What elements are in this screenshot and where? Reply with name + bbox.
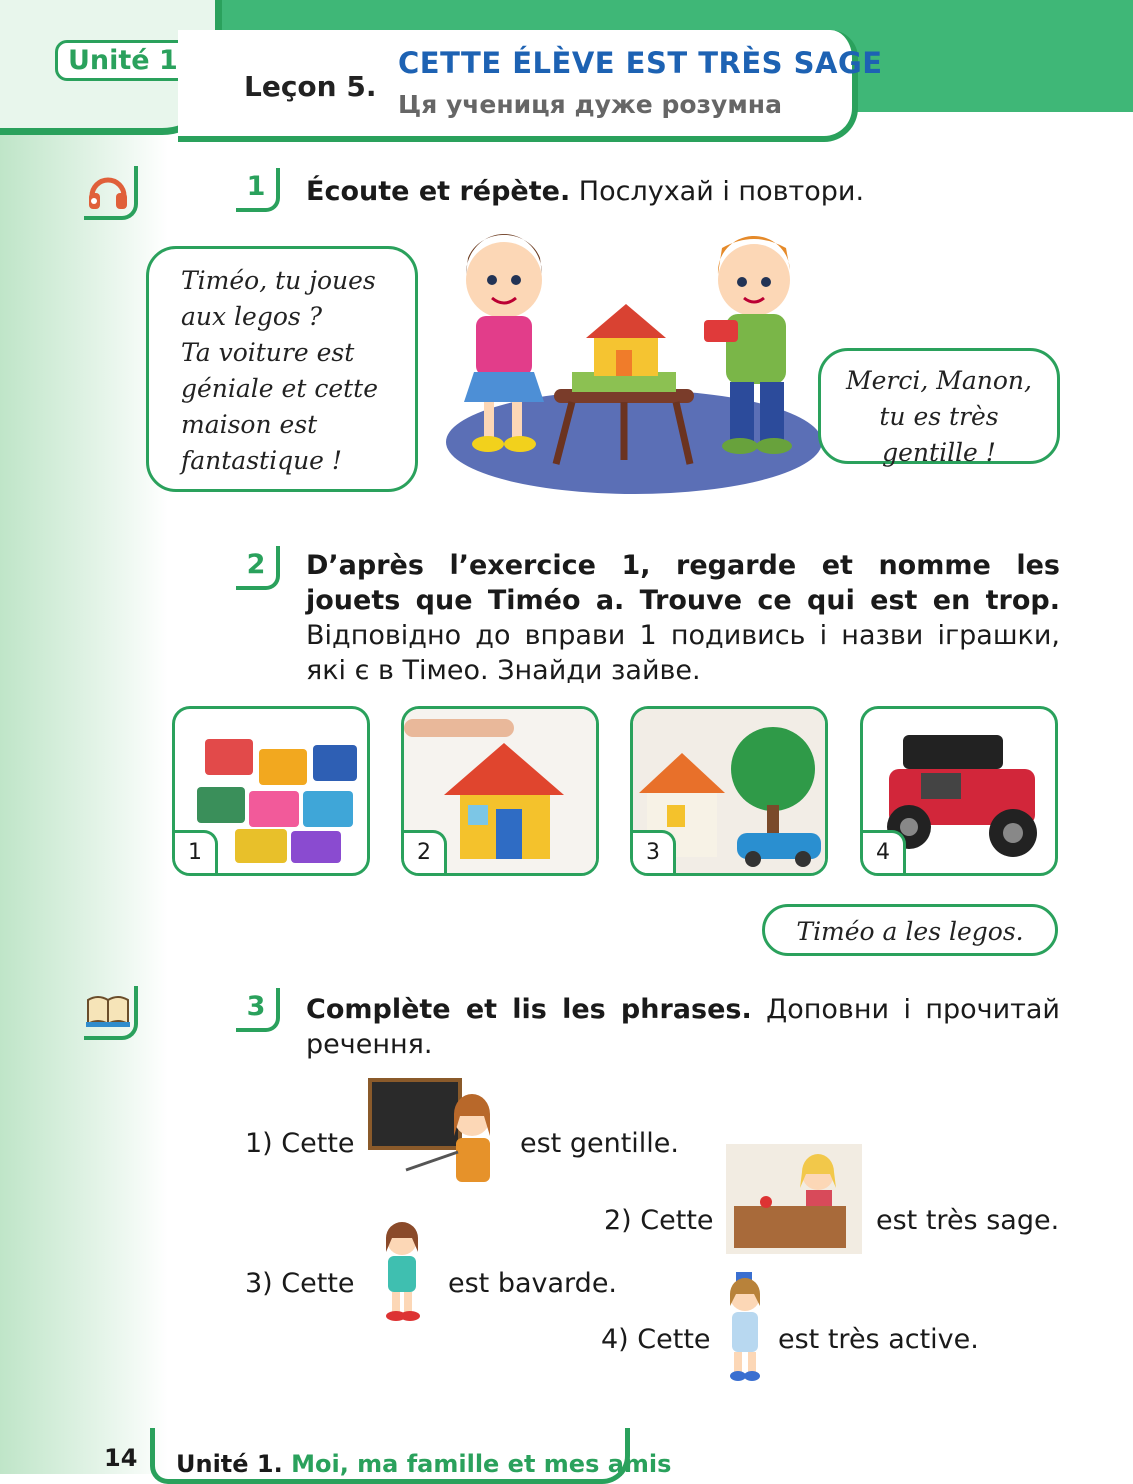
card-number: 4 [863,830,906,873]
card-number: 2 [404,830,447,873]
sentence-3-end: est bavarde. [448,1268,618,1299]
bubble-line: géniale et cette [181,374,379,403]
exercise-2-instruction-fr: D’après l’exercice 1, regarde et nomme les jouets que Timéo a. Trouve ce qui est en trop. [306,550,1060,616]
toy-card-2 [401,706,599,876]
bubble-line: maison est [181,410,318,439]
headphones-icon [84,166,132,214]
sentence-1-start: 1) Cette [245,1128,355,1159]
bubble-line: Merci, Manon, [846,366,1032,395]
unit-badge: Unité 1 [55,40,191,81]
lesson-title-fr: CETTE ÉLÈVE EST TRÈS SAGE [398,46,883,80]
exercise-2-instruction-uk: Відповідно до вправи 1 подивись і назви іграшки, які є в Тімео. Знайди зайве. [306,620,1060,686]
card-number: 1 [175,830,218,873]
exercise-1-instruction-fr: Écoute et répète. [306,176,571,207]
exercise-3-instruction [306,992,1060,1062]
toy-card-3 [630,706,828,876]
bubble-line: tu es très [879,402,999,431]
bubble-line: fantastique ! [181,446,342,475]
sentence-4-end: est très active. [778,1324,979,1355]
card-number: 3 [633,830,676,873]
exercise-2-instruction [306,548,1060,688]
talkative-girl-picture [366,1218,436,1322]
footer-unit-label: Unité 1. [176,1450,283,1478]
exercise-3-instruction-fr: Complète et lis les phrases. [306,994,752,1025]
toy-card-4 [860,706,1058,876]
page-number: 14 [104,1444,138,1472]
exercise-2-number: 2 [236,546,280,590]
speech-bubble-manon [146,246,418,492]
exercise-1-instruction [306,174,864,209]
answer-example: Timéo a les legos. [762,904,1058,956]
exercise-1-number: 1 [236,168,280,212]
lesson-title-uk: Ця учениця дуже розумна [398,90,782,119]
footer-unit-title: Moi, ma famille et mes amis [291,1450,672,1478]
sentence-1-end: est gentille. [520,1128,679,1159]
bubble-line: gentille ! [882,438,996,467]
lesson-number: Leçon 5. [244,70,377,103]
exercise-1-instruction-uk: Послухай і повтори. [578,176,865,207]
exercise-3-number: 3 [236,988,280,1032]
sentence-2-start: 2) Cette [604,1205,714,1236]
teacher-picture [366,1076,506,1190]
book-icon [84,986,132,1034]
pupil-at-desk-picture [726,1144,862,1254]
children-playing-illustration [444,224,826,500]
sentence-3-start: 3) Cette [245,1268,355,1299]
sentence-2-end: est très sage. [876,1205,1060,1236]
speech-bubble-timeo [818,348,1060,467]
toy-card-1 [172,706,370,876]
book-icon-badge [84,986,138,1040]
exercise-3-instruction-uk: Доповни і прочитай речення. [306,994,1060,1060]
sentence-4-start: 4) Cette [601,1324,711,1355]
bubble-line: aux legos ? [181,302,323,331]
bubble-line: Ta voiture est [181,338,355,367]
left-decorative-strip [0,0,168,1474]
headphones-icon-badge [84,166,138,220]
active-girl-picture [720,1270,770,1384]
bubble-line: Timéo, tu joues [181,266,376,295]
